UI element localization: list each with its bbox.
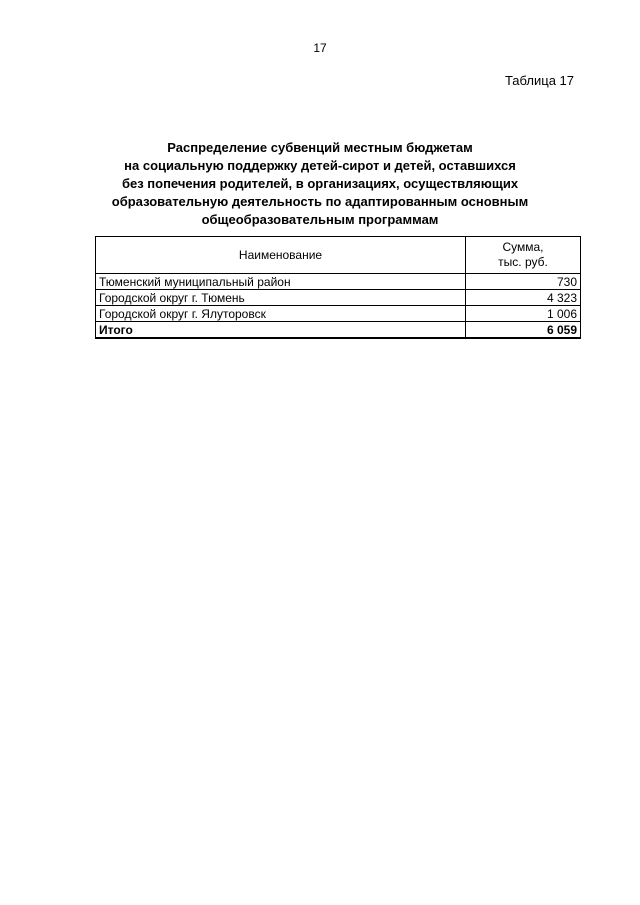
column-header-sum — [466, 237, 581, 274]
column-header-sum-line2: тыс. руб. — [498, 255, 548, 269]
table-label: Таблица 17 — [504, 73, 574, 88]
column-header-sum-line1: Сумма, — [502, 240, 544, 254]
row-sum-cell: 4 323 — [466, 290, 581, 306]
column-header-name: Наименование — [96, 237, 466, 274]
subvention-table — [95, 236, 581, 339]
title-line: Распределение субвенций местным бюджетам — [167, 140, 473, 155]
page-number: 17 — [313, 41, 327, 55]
row-sum-cell: 1 006 — [466, 306, 581, 322]
document-title — [80, 139, 560, 229]
total-sum-cell: 6 059 — [466, 322, 581, 339]
row-sum-cell: 730 — [466, 274, 581, 290]
title-line: образовательную деятельность по адаптированным основным — [111, 194, 529, 209]
title-line: без попечения родителей, в организациях, осуществляющих — [121, 176, 519, 191]
table-row — [96, 274, 581, 290]
row-name-cell: Городской округ г. Тюмень — [96, 290, 466, 306]
table-row — [96, 290, 581, 306]
title-line: общеобразовательным программам — [201, 212, 439, 227]
total-label-cell: Итого — [96, 322, 466, 339]
total-row — [96, 322, 581, 339]
row-name-cell: Городской округ г. Ялуторовск — [96, 306, 466, 322]
table-row — [96, 306, 581, 322]
table-header-row — [96, 237, 581, 274]
title-line: на социальную поддержку детей-сирот и детей, оставшихся — [124, 158, 516, 173]
row-name-cell: Тюменский муниципальный район — [96, 274, 466, 290]
